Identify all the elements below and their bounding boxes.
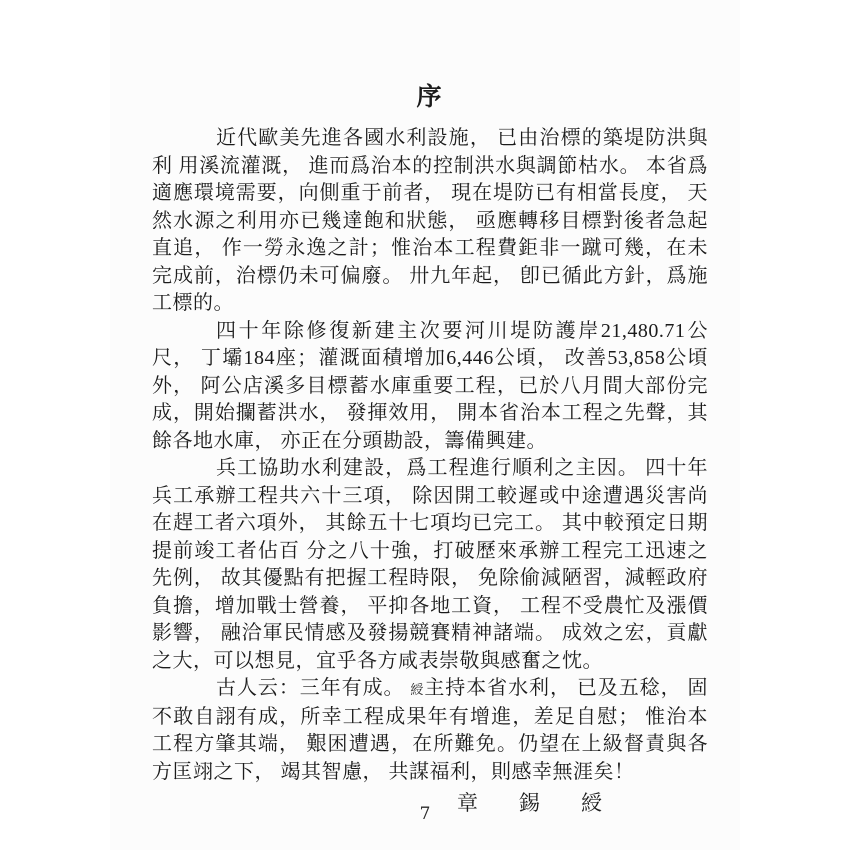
- author-self-reference: 綬: [410, 682, 425, 697]
- paragraph-3: 兵工協助水利建設，爲工程進行順利之主因。 四十年兵工承辦工程共六十三項， 除因開工較遲或中途遭遇災害尚在趕工者六項外， 其餘五十七項均已完工。 其中較預定日期提前竣工者佔百 分之八十強，打破歷來承辦工程完工迅速之先例， 故其優點有把握工程時限， 免除偷減陋習，減輕政府負擔，增加戰士營養， 平抑各地工資， 工程不受農忙及漲價影響， 融洽軍民情感及發揚競賽精神諸端。 成效之宏，貢獻之大，可以想見，宜乎各方咸表崇敬與感奮之忱。: [152, 457, 708, 672]
- scanned-page: [110, 0, 740, 850]
- paragraph-1: 近代歐美先進各國水利設施， 已由治標的築堤防洪與利 用溪流灌溉， 進而爲治本的控制洪水與調節枯水。 本省爲適應環境需要，向側重于前者， 現在堤防已有相當長度， 天然水源之利用亦已幾達飽和狀態， 亟應轉移目標對後者急起直追， 作一勞永逸之計；惟治本工程費鉅非一蹴可幾，在未完成前，治標仍未可偏廢。 卅九年起， 卽已循此方針，爲施工標的。: [152, 127, 708, 314]
- page-title: 序: [416, 84, 444, 111]
- page-number: 7: [419, 804, 431, 824]
- paragraph-2: 四十年除修復新建主次要河川堤防護岸21,480.71公尺， 丁壩184座；灌溉面積增加6,446公頃， 改善53,858公頃外， 阿公店溪多目標蓄水庫重要工程，已於八月間大部份完成，開始攔蓄洪水， 發揮效用， 開本省治本工程之先聲，其餘各地水庫， 亦正在分頭勘設，籌備興建。: [152, 319, 708, 452]
- paragraph-4: [152, 675, 708, 786]
- paragraph-4-lead: 古人云：三年有成。: [216, 677, 411, 699]
- paragraph-4-rest: 主持本省水利， 已及五稔， 固不敢自詡有成，所幸工程成果年有增進，差足自慰； 惟治本工程方肇其端， 艱困遭遇，在所難免。仍望在上級督責與各方匡翊之下， 竭其智慮， 共謀福利，則感幸無涯矣！: [152, 677, 709, 783]
- preface-content: [152, 82, 708, 817]
- author-signature: 章 錫 綬: [457, 791, 612, 815]
